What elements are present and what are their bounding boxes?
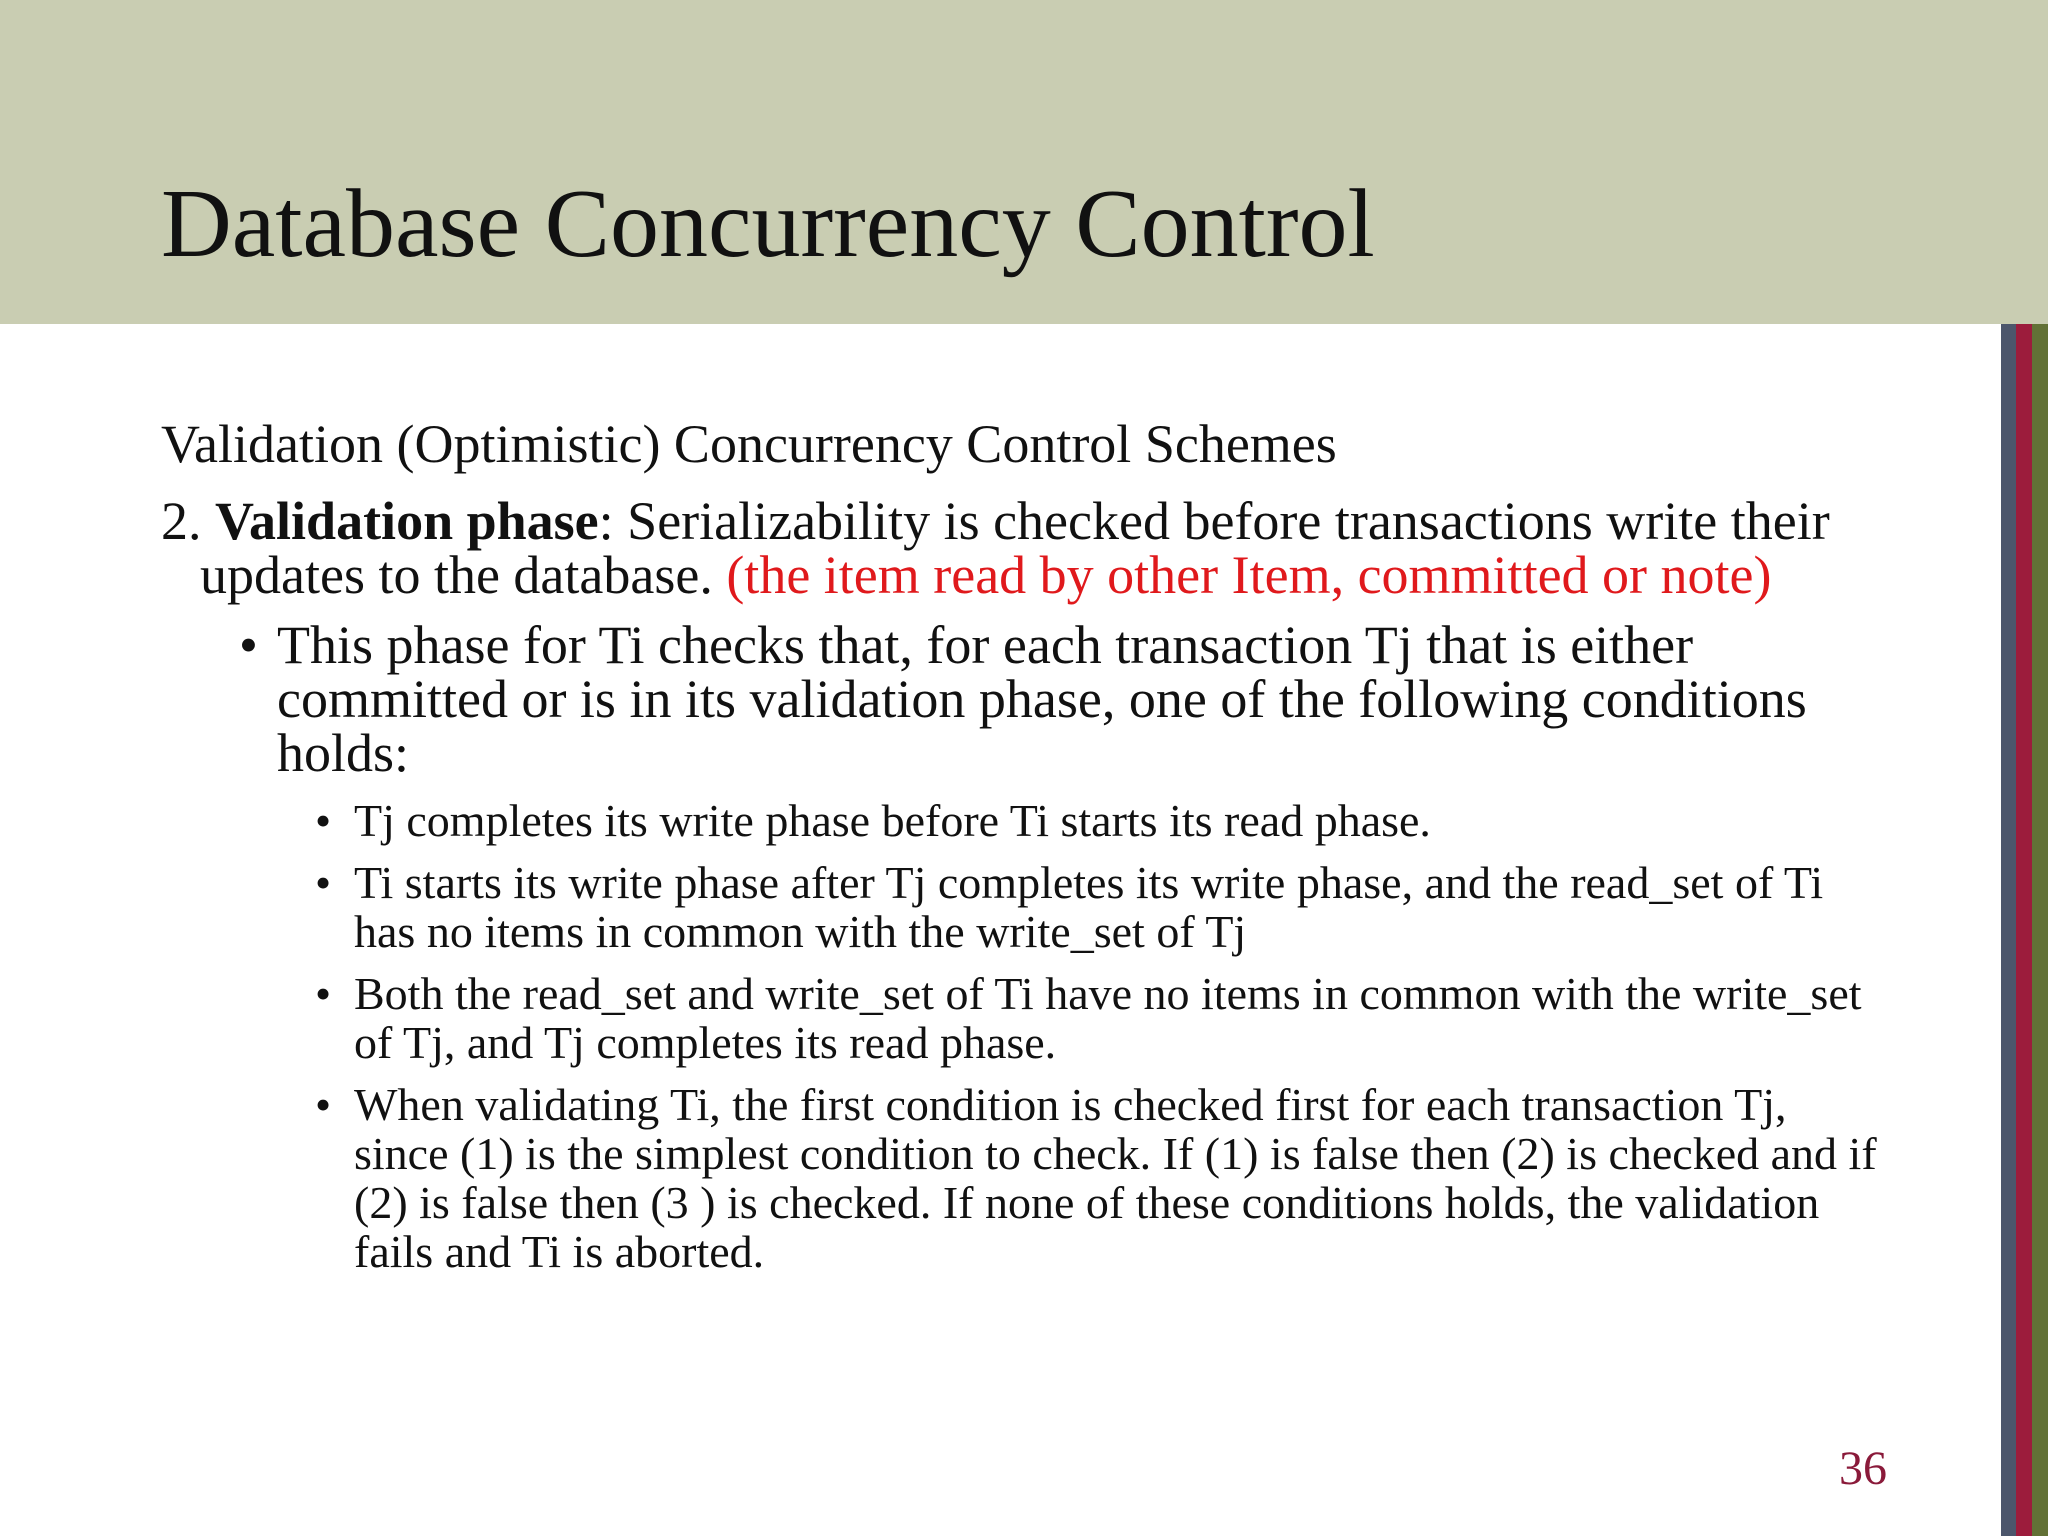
condition-item [161,858,1891,956]
condition-item [161,969,1891,1067]
slide-body [161,414,1891,1276]
title-band [0,0,2048,324]
condition-text: Both the read_set and write_set of Ti have no items in common with the write_set of Tj, and Tj completes its read phase. [354,968,1862,1068]
bullet-icon: • [315,857,332,908]
side-bar-olive [2032,324,2048,1536]
side-bar-red [2016,324,2032,1536]
slide-number: 36 [1839,1442,1887,1495]
condition-text: Tj completes its write phase before Ti starts its read phase. [354,795,1431,846]
condition-item [161,796,1891,845]
phase-label: Validation phase [215,491,599,551]
validation-phase-item [161,491,1891,605]
phase-note: (the item read by other Item, committed or note) [726,545,1772,605]
condition-item [161,1080,1891,1276]
phase-bullet [161,615,1891,783]
bullet-icon: • [239,615,258,675]
slide-title: Database Concurrency Control [161,170,1375,278]
bullet-icon: • [315,968,332,1019]
bullet-icon: • [315,1079,332,1130]
slide-subtitle: Validation (Optimistic) Concurrency Control Schemes [161,414,1337,474]
side-bar-slate [2001,324,2016,1536]
side-accent-bars [2001,324,2048,1536]
bullet-icon: • [315,795,332,846]
phase-text: : Serializability is checked before transactions write their updates to the database. [200,491,1830,605]
phase-bullet-text: This phase for Ti checks that, for each transaction Tj that is either committed or is in its validation phase, one of the following conditions holds: [277,615,1807,783]
phase-number: 2. [161,491,215,551]
condition-text: Ti starts its write phase after Tj completes its write phase, and the read_set of Ti has no items in common with the write_set of Tj [354,857,1824,957]
condition-text: When validating Ti, the first condition is checked first for each transaction Tj, since (1) is the simplest condition to check. If (1) is false then (2) is checked and if (2) is false then (3 ) is checked. If none of these conditions holds, the validation fails and Ti is aborted. [354,1079,1877,1277]
